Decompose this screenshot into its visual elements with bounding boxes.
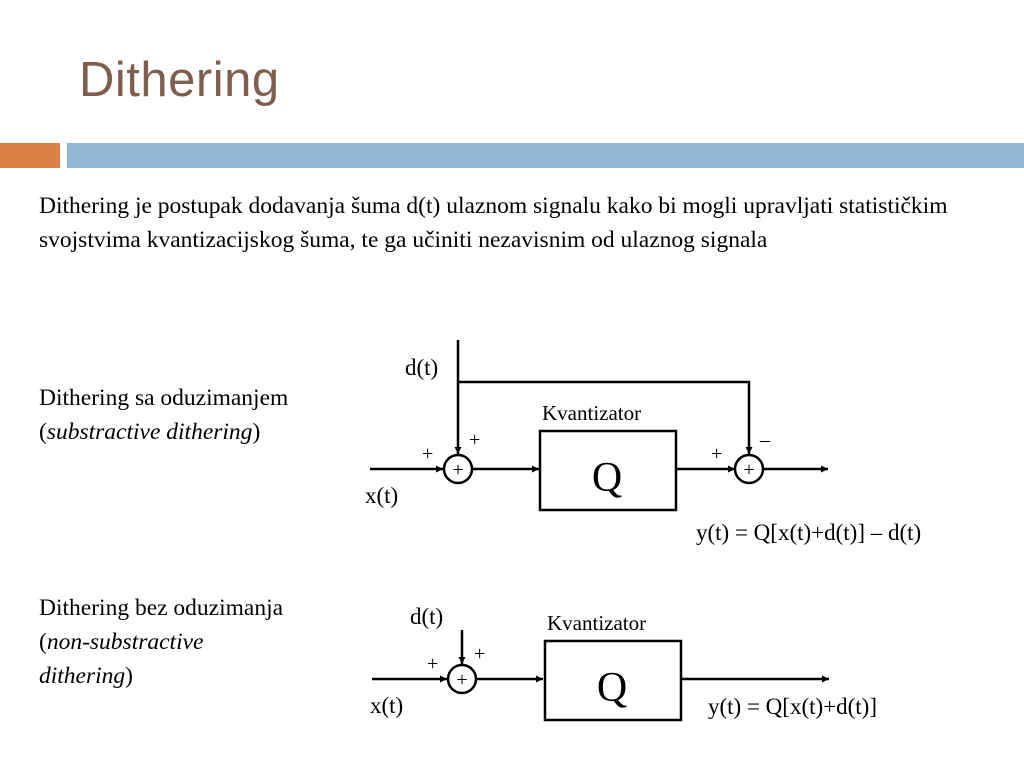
subtractive-caption-italic: substractive dithering (46, 419, 253, 445)
intro-paragraph: Dithering je postupak dodavanja šuma d(t) ulaznom signalu kako bi mogli upravljati statističkim svojstvima kvantizacijskog šuma, te ga učiniti nezavisnim od ulaznog signala (39, 193, 948, 253)
sign-plus-left: + (422, 443, 434, 465)
nonsubtractive-caption-line1: Dithering bez oduzimanja (39, 595, 284, 621)
d-label: d(t) (410, 604, 444, 629)
sign-plus-left: + (711, 443, 723, 465)
sign-minus-top: – (760, 429, 770, 451)
output-equation: y(t) = Q[x(t)+d(t)] – d(t) (696, 520, 922, 545)
quantizer-label: Kvantizator (547, 611, 647, 635)
paren-close: ) (125, 663, 133, 689)
subtractive-caption-line1: Dithering sa oduzimanjem (39, 385, 289, 411)
quantizer-symbol: Q (596, 665, 628, 711)
x-label: x(t) (370, 693, 404, 718)
sign-plus-top: + (474, 643, 486, 665)
sum-symbol: + (743, 459, 755, 481)
paren-open: ( (39, 419, 47, 445)
d-label: d(t) (405, 355, 439, 380)
slide-title: Dithering (79, 53, 280, 107)
quantizer-symbol: Q (591, 455, 623, 501)
x-label: x(t) (365, 483, 399, 508)
sign-plus-left: + (427, 653, 439, 675)
nonsubtractive-caption-italic-2: dithering (39, 663, 126, 689)
subtractive-diagram (365, 340, 921, 545)
paren-close: ) (252, 419, 261, 445)
output-equation: y(t) = Q[x(t)+d(t)] (708, 694, 877, 719)
sign-plus-top: + (469, 429, 481, 451)
nonsubtractive-diagram (370, 604, 877, 720)
paren-open: ( (39, 629, 47, 655)
sum-symbol: + (456, 669, 468, 691)
sum-symbol: + (452, 459, 464, 481)
nonsubtractive-caption-italic-1: non-substractive (46, 629, 204, 655)
quantizer-label: Kvantizator (542, 401, 642, 425)
